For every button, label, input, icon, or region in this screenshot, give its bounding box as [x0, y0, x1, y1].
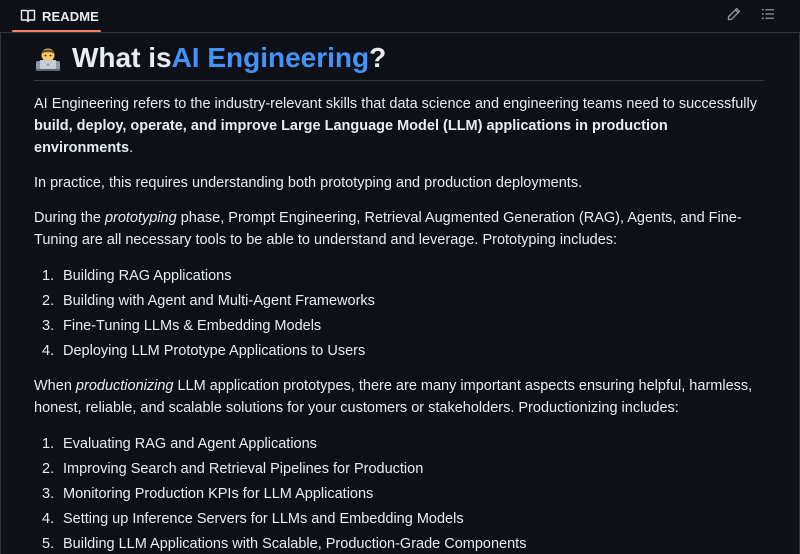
item-label: Improving Search and Retrieval Pipelines for Production [63, 461, 424, 477]
item-label: Setting up Inference Servers for LLMs and Embedding Models [63, 511, 464, 527]
item-label: Fine-Tuning LLMs & Embedding Models [63, 318, 322, 334]
intro-text-end: . [129, 140, 134, 156]
item-number: 5. [42, 536, 55, 552]
intro-bold-text: build, deploy, operate, and improve Large Language Model (LLM) applications in production environments [34, 118, 668, 156]
ai-engineering-link[interactable]: AI Engineering [171, 42, 370, 73]
prototyping-list [34, 265, 766, 365]
intro-text: AI Engineering refers to the industry-relevant skills that data science and engineering teams need to successfully [34, 96, 757, 112]
item-label: Building with Agent and Multi-Agent Frameworks [63, 293, 375, 309]
item-number: 1. [42, 436, 55, 452]
item-number: 4. [42, 511, 55, 527]
title-suffix: ? [369, 42, 387, 73]
list-item [34, 265, 766, 290]
item-label: Monitoring Production KPIs for LLM Applications [63, 486, 374, 502]
readme-header [0, 0, 800, 33]
intro-paragraph [34, 93, 766, 159]
item-number: 2. [42, 293, 55, 309]
productionizing-list [34, 433, 766, 554]
prototyping-italic: prototyping [104, 210, 177, 226]
item-number: 4. [42, 343, 55, 359]
list-item [34, 290, 766, 315]
practice-paragraph: In practice, this requires understanding both prototyping and production deployments. [34, 175, 583, 191]
prototyping-text-end: phase, Prompt Engineering, Retrieval Augmented Generation (RAG), Agents, and Fine-Tuning are all necessary tools to be able to understand and leverage. Prototyping includes: [34, 210, 742, 248]
prototyping-text: During the [34, 210, 105, 226]
list-item [34, 433, 766, 458]
productionizing-text-end: LLM application prototypes, there are many important aspects ensuring helpful, harmless, honest, reliable, and scalable solutions for your customers or stakeholders. Productionizing includes: [34, 378, 753, 416]
item-number: 3. [42, 318, 55, 334]
outline-button[interactable] [757, 5, 779, 27]
active-tab-underline [12, 30, 101, 32]
list-item [34, 315, 766, 340]
productionizing-italic: productionizing [75, 378, 174, 394]
tab-label: README [42, 8, 99, 24]
item-label: Building LLM Applications with Scalable, Production-Grade Components [63, 536, 527, 552]
edit-button[interactable] [723, 5, 745, 27]
list-item [34, 483, 766, 508]
book-icon [20, 8, 36, 24]
productionizing-text: When [34, 378, 76, 394]
technologist-emoji-icon [34, 44, 62, 72]
tab-readme[interactable] [12, 0, 107, 32]
title-prefix: What is [72, 42, 172, 73]
prototyping-paragraph [34, 207, 766, 251]
list-item [34, 533, 766, 554]
item-number: 2. [42, 461, 55, 477]
pencil-icon [727, 7, 741, 26]
list-unordered-icon [761, 7, 775, 26]
readme-content [34, 34, 764, 552]
list-item [34, 340, 766, 365]
page-title [34, 34, 764, 81]
list-item [34, 508, 766, 533]
item-label: Deploying LLM Prototype Applications to Users [63, 343, 366, 359]
item-number: 3. [42, 486, 55, 502]
list-item [34, 458, 766, 483]
item-label: Building RAG Applications [63, 268, 232, 284]
item-label: Evaluating RAG and Agent Applications [63, 436, 317, 452]
productionizing-paragraph [34, 375, 766, 419]
item-number: 1. [42, 268, 55, 284]
